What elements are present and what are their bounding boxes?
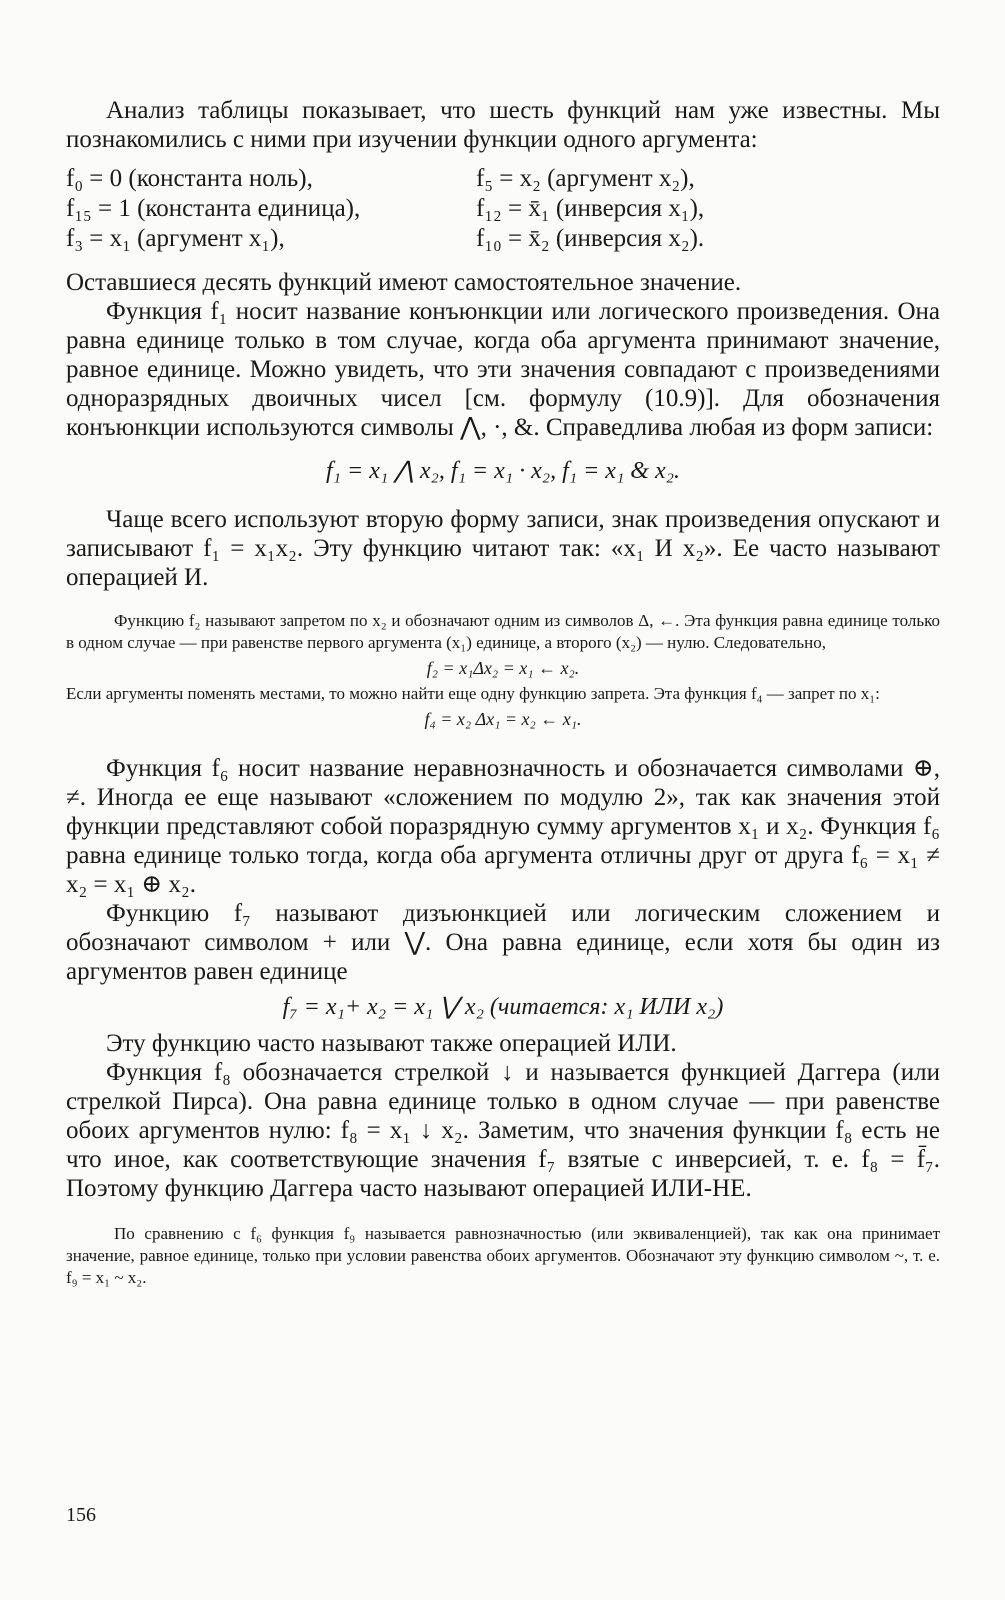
small-paragraph: Функцию f₂ называют запретом по x₂ и обозначают одним из символов Δ, ←. Эта функция равна единице только в одном случае — при равенстве первого аргумента (x₁) единице, а второго (x₂) — нулю. Следовательно, <box>66 611 940 652</box>
small-paragraph: Если аргументы поменять местами, то можно найти еще одну функцию запрета. Эта функция f₄ — запрет по x₁: <box>66 684 880 703</box>
paragraph: Функция f₆ носит название неравнозначность и обозначается символами ⊕, ≠. Иногда ее еще называют «сложением по модулю 2», так как значения этой функции представляют собой поразрядную сумму аргументов x₁ и x₂. Функция f₆ равна единице только тогда, когда оба аргумента отличны друг от друга f₆ = x₁ ≠ x₂ = x₁ ⊕ x₂. <box>66 755 940 898</box>
function-item: f₁₂ = x̄₁ (инверсия x₁), <box>476 195 705 222</box>
paragraph: Эту функцию часто называют также операцией ИЛИ. <box>106 1030 677 1057</box>
page-body <box>66 96 940 1289</box>
function-item: f₅ = x₂ (аргумент x₂), <box>476 165 695 192</box>
paragraph: Анализ таблицы показывает, что шесть функций нам уже известны. Мы познакомились с ними при изучении функции одного аргумента: <box>66 97 940 153</box>
formula: f₁ = x₁ ⋀ x₂, f₁ = x₁ · x₂, f₁ = x₁ & x₂. <box>326 458 680 484</box>
paragraph: Чаще всего используют вторую форму записи, знак произведения опускают и записывают f₁ = x₁x₂. Эту функцию читают так: «x₁ И x₂». Ее часто называют операцией И. <box>66 506 940 591</box>
formula: f₇ = x₁+ x₂ = x₁ ⋁ x₂ (читается: x₁ ИЛИ x₂) <box>282 994 724 1020</box>
function-item: f₁₀ = x̄₂ (инверсия x₂). <box>476 225 705 252</box>
function-item: f₀ = 0 (константа ноль), <box>66 165 313 192</box>
function-item: f₁₅ = 1 (константа единица), <box>66 195 361 222</box>
formula: f₄ = x₂ Δx₁ = x₂ ← x₁. <box>424 709 582 729</box>
function-item: f₃ = x₁ (аргумент x₁), <box>66 225 285 252</box>
paragraph: Функция f₈ обозначается стрелкой ↓ и называется функцией Даггера (или стрелкой Пирса). Она равна единице только в одном случае — при равенстве обоих аргументов нулю: f₈ = x₁ ↓ x₂. Заметим, что значения функции f₈ есть не что иное, как соответствующие значения f₇ взятые с инверсией, т. е. f₈ = f̄₇. Поэтому функцию Даггера часто называют операцией ИЛИ-НЕ. <box>66 1059 940 1202</box>
function-list <box>66 164 940 254</box>
paragraph: Оставшиеся десять функций имеют самостоятельное значение. <box>66 269 742 296</box>
paragraph: Функцию f₇ называют дизъюнкцией или логическим сложением и обозначают символом + или ⋁. Она равна единице, если хотя бы один из аргументов равен единице <box>66 900 940 985</box>
page-number: 156 <box>66 1504 96 1526</box>
formula: f₂ = x₁Δx₂ = x₁ ← x₂. <box>426 658 580 678</box>
paragraph: Функция f₁ носит название конъюнкции или логического произведения. Она равна единице только в том случае, когда оба аргумента принимают значение, равное единице. Можно увидеть, что эти значения совпадают с произведениями одноразрядных двоичных чисел [см. формулу (10.9)]. Для обозначения конъюнкции используются символы ⋀, ·, &. Справедлива любая из форм записи: <box>66 298 940 441</box>
small-paragraph: По сравнению с f₆ функция f₉ называется равнозначностью (или эквиваленцией), так как она принимает значение, равное единице, только при условии равенства обоих аргументов. Обозначают эту функцию символом ~, т. е. f₉ = x₁ ~ x₂. <box>66 1224 940 1287</box>
